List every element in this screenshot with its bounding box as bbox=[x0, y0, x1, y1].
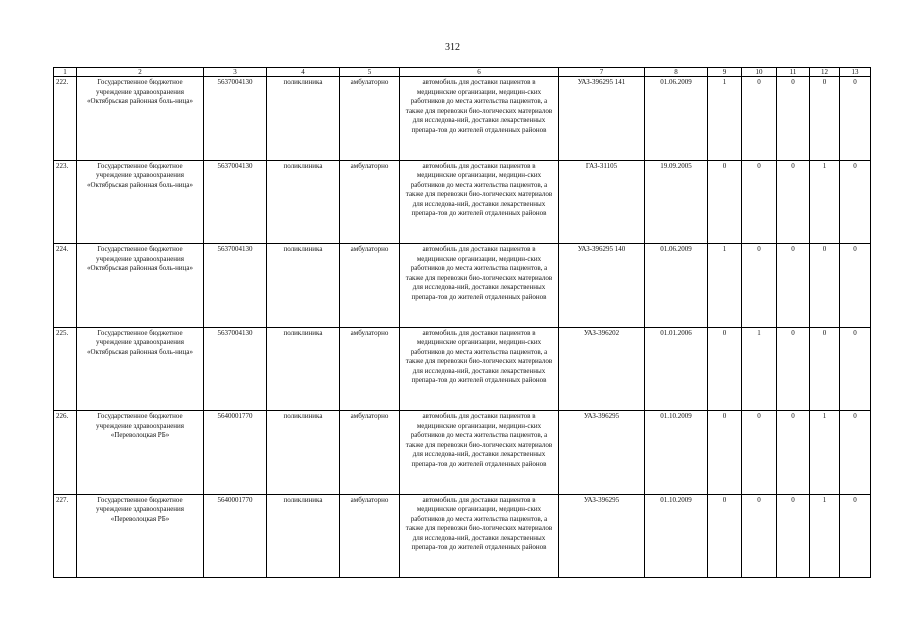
table-row bbox=[54, 160, 871, 244]
vehicle-purpose: автомобиль для доставки пациентов в медицинские организации, медицин-ских работников до места жительства пациентов, а также для перевозки био-логических материалов для исследова-ний, доставки лекарственных препара-тов до жителей отдаленных районов bbox=[400, 160, 559, 244]
col-11-value: 0 bbox=[777, 494, 810, 578]
col-12-value: 0 bbox=[810, 327, 840, 411]
page-number: 312 bbox=[445, 42, 460, 53]
column-number: 8 bbox=[645, 68, 708, 77]
column-number: 5 bbox=[340, 68, 400, 77]
col-12-value: 0 bbox=[810, 77, 840, 161]
unit-type: поликлиника bbox=[267, 411, 340, 495]
row-number: 224. bbox=[54, 244, 77, 328]
col-10-value: 0 bbox=[742, 494, 777, 578]
care-mode: амбулаторно bbox=[340, 160, 400, 244]
institution-code: 5637004130 bbox=[204, 244, 267, 328]
vehicle-model: УАЗ-396295 bbox=[559, 411, 645, 495]
institution-code: 5637004130 bbox=[204, 77, 267, 161]
col-9-value: 1 bbox=[708, 244, 742, 328]
vehicle-purpose: автомобиль для доставки пациентов в медицинские организации, медицин-ских работников до места жительства пациентов, а также для перевозки био-логических материалов для исследова-ний, доставки лекарственных препара-тов до жителей отдаленных районов bbox=[400, 327, 559, 411]
col-13-value: 0 bbox=[840, 411, 871, 495]
data-table bbox=[53, 67, 871, 578]
col-9-value: 0 bbox=[708, 327, 742, 411]
col-9-value: 0 bbox=[708, 160, 742, 244]
col-10-value: 0 bbox=[742, 77, 777, 161]
col-13-value: 0 bbox=[840, 244, 871, 328]
col-9-value: 1 bbox=[708, 77, 742, 161]
col-9-value: 0 bbox=[708, 411, 742, 495]
care-mode: амбулаторно bbox=[340, 327, 400, 411]
row-number: 225. bbox=[54, 327, 77, 411]
vehicle-date: 01.06.2009 bbox=[645, 244, 708, 328]
institution-name: Государственное бюджетное учреждение здравоохранения «Переволоцкая РБ» bbox=[77, 494, 204, 578]
row-number: 226. bbox=[54, 411, 77, 495]
col-13-value: 0 bbox=[840, 327, 871, 411]
vehicle-date: 19.09.2005 bbox=[645, 160, 708, 244]
vehicle-model: УАЗ-396202 bbox=[559, 327, 645, 411]
col-12-value: 0 bbox=[810, 244, 840, 328]
vehicle-date: 01.01.2006 bbox=[645, 327, 708, 411]
vehicle-purpose: автомобиль для доставки пациентов в медицинские организации, медицин-ских работников до места жительства пациентов, а также для перевозки био-логических материалов для исследова-ний, доставки лекарственных препара-тов до жителей отдаленных районов bbox=[400, 494, 559, 578]
column-number: 6 bbox=[400, 68, 559, 77]
vehicle-purpose: автомобиль для доставки пациентов в медицинские организации, медицин-ских работников до места жительства пациентов, а также для перевозки био-логических материалов для исследова-ний, доставки лекарственных препара-тов до жителей отдаленных районов bbox=[400, 77, 559, 161]
col-10-value: 1 bbox=[742, 327, 777, 411]
row-number: 227. bbox=[54, 494, 77, 578]
vehicle-purpose: автомобиль для доставки пациентов в медицинские организации, медицин-ских работников до места жительства пациентов, а также для перевозки био-логических материалов для исследова-ний, доставки лекарственных препара-тов до жителей отдаленных районов bbox=[400, 411, 559, 495]
col-11-value: 0 bbox=[777, 160, 810, 244]
col-11-value: 0 bbox=[777, 77, 810, 161]
col-10-value: 0 bbox=[742, 244, 777, 328]
vehicle-model: УАЗ-396295 140 bbox=[559, 244, 645, 328]
vehicle-model: ГАЗ-31105 bbox=[559, 160, 645, 244]
vehicle-model: УАЗ-396295 141 bbox=[559, 77, 645, 161]
vehicle-date: 01.10.2009 bbox=[645, 411, 708, 495]
column-number: 10 bbox=[742, 68, 777, 77]
institution-code: 5640001770 bbox=[204, 494, 267, 578]
col-9-value: 0 bbox=[708, 494, 742, 578]
unit-type: поликлиника bbox=[267, 327, 340, 411]
institution-name: Государственное бюджетное учреждение здравоохранения «Октябрьская районная боль-ница» bbox=[77, 327, 204, 411]
column-number: 12 bbox=[810, 68, 840, 77]
vehicle-purpose: автомобиль для доставки пациентов в медицинские организации, медицин-ских работников до места жительства пациентов, а также для перевозки био-логических материалов для исследова-ний, доставки лекарственных препара-тов до жителей отдаленных районов bbox=[400, 244, 559, 328]
institution-code: 5637004130 bbox=[204, 327, 267, 411]
row-number: 223. bbox=[54, 160, 77, 244]
column-number: 2 bbox=[77, 68, 204, 77]
unit-type: поликлиника bbox=[267, 494, 340, 578]
col-11-value: 0 bbox=[777, 327, 810, 411]
col-11-value: 0 bbox=[777, 244, 810, 328]
vehicle-date: 01.10.2009 bbox=[645, 494, 708, 578]
unit-type: поликлиника bbox=[267, 77, 340, 161]
table-row bbox=[54, 77, 871, 161]
institution-name: Государственное бюджетное учреждение здравоохранения «Октябрьская районная боль-ница» bbox=[77, 160, 204, 244]
column-number: 3 bbox=[204, 68, 267, 77]
table-row bbox=[54, 327, 871, 411]
col-10-value: 0 bbox=[742, 411, 777, 495]
column-number: 13 bbox=[840, 68, 871, 77]
table-row bbox=[54, 494, 871, 578]
vehicle-model: УАЗ-396295 bbox=[559, 494, 645, 578]
institution-name: Государственное бюджетное учреждение здравоохранения «Октябрьская районная боль-ница» bbox=[77, 244, 204, 328]
col-13-value: 0 bbox=[840, 494, 871, 578]
care-mode: амбулаторно bbox=[340, 494, 400, 578]
vehicle-date: 01.06.2009 bbox=[645, 77, 708, 161]
unit-type: поликлиника bbox=[267, 244, 340, 328]
column-number: 11 bbox=[777, 68, 810, 77]
column-number-row bbox=[54, 68, 871, 77]
care-mode: амбулаторно bbox=[340, 77, 400, 161]
col-12-value: 1 bbox=[810, 160, 840, 244]
column-number: 4 bbox=[267, 68, 340, 77]
col-13-value: 0 bbox=[840, 77, 871, 161]
institution-name: Государственное бюджетное учреждение здравоохранения «Переволоцкая РБ» bbox=[77, 411, 204, 495]
care-mode: амбулаторно bbox=[340, 411, 400, 495]
table-row bbox=[54, 244, 871, 328]
col-11-value: 0 bbox=[777, 411, 810, 495]
col-12-value: 1 bbox=[810, 411, 840, 495]
col-13-value: 0 bbox=[840, 160, 871, 244]
col-10-value: 0 bbox=[742, 160, 777, 244]
table-row bbox=[54, 411, 871, 495]
institution-code: 5637004130 bbox=[204, 160, 267, 244]
row-number: 222. bbox=[54, 77, 77, 161]
column-number: 1 bbox=[54, 68, 77, 77]
unit-type: поликлиника bbox=[267, 160, 340, 244]
column-number: 9 bbox=[708, 68, 742, 77]
institution-code: 5640001770 bbox=[204, 411, 267, 495]
column-number: 7 bbox=[559, 68, 645, 77]
col-12-value: 1 bbox=[810, 494, 840, 578]
care-mode: амбулаторно bbox=[340, 244, 400, 328]
institution-name: Государственное бюджетное учреждение здравоохранения «Октябрьская районная боль-ница» bbox=[77, 77, 204, 161]
